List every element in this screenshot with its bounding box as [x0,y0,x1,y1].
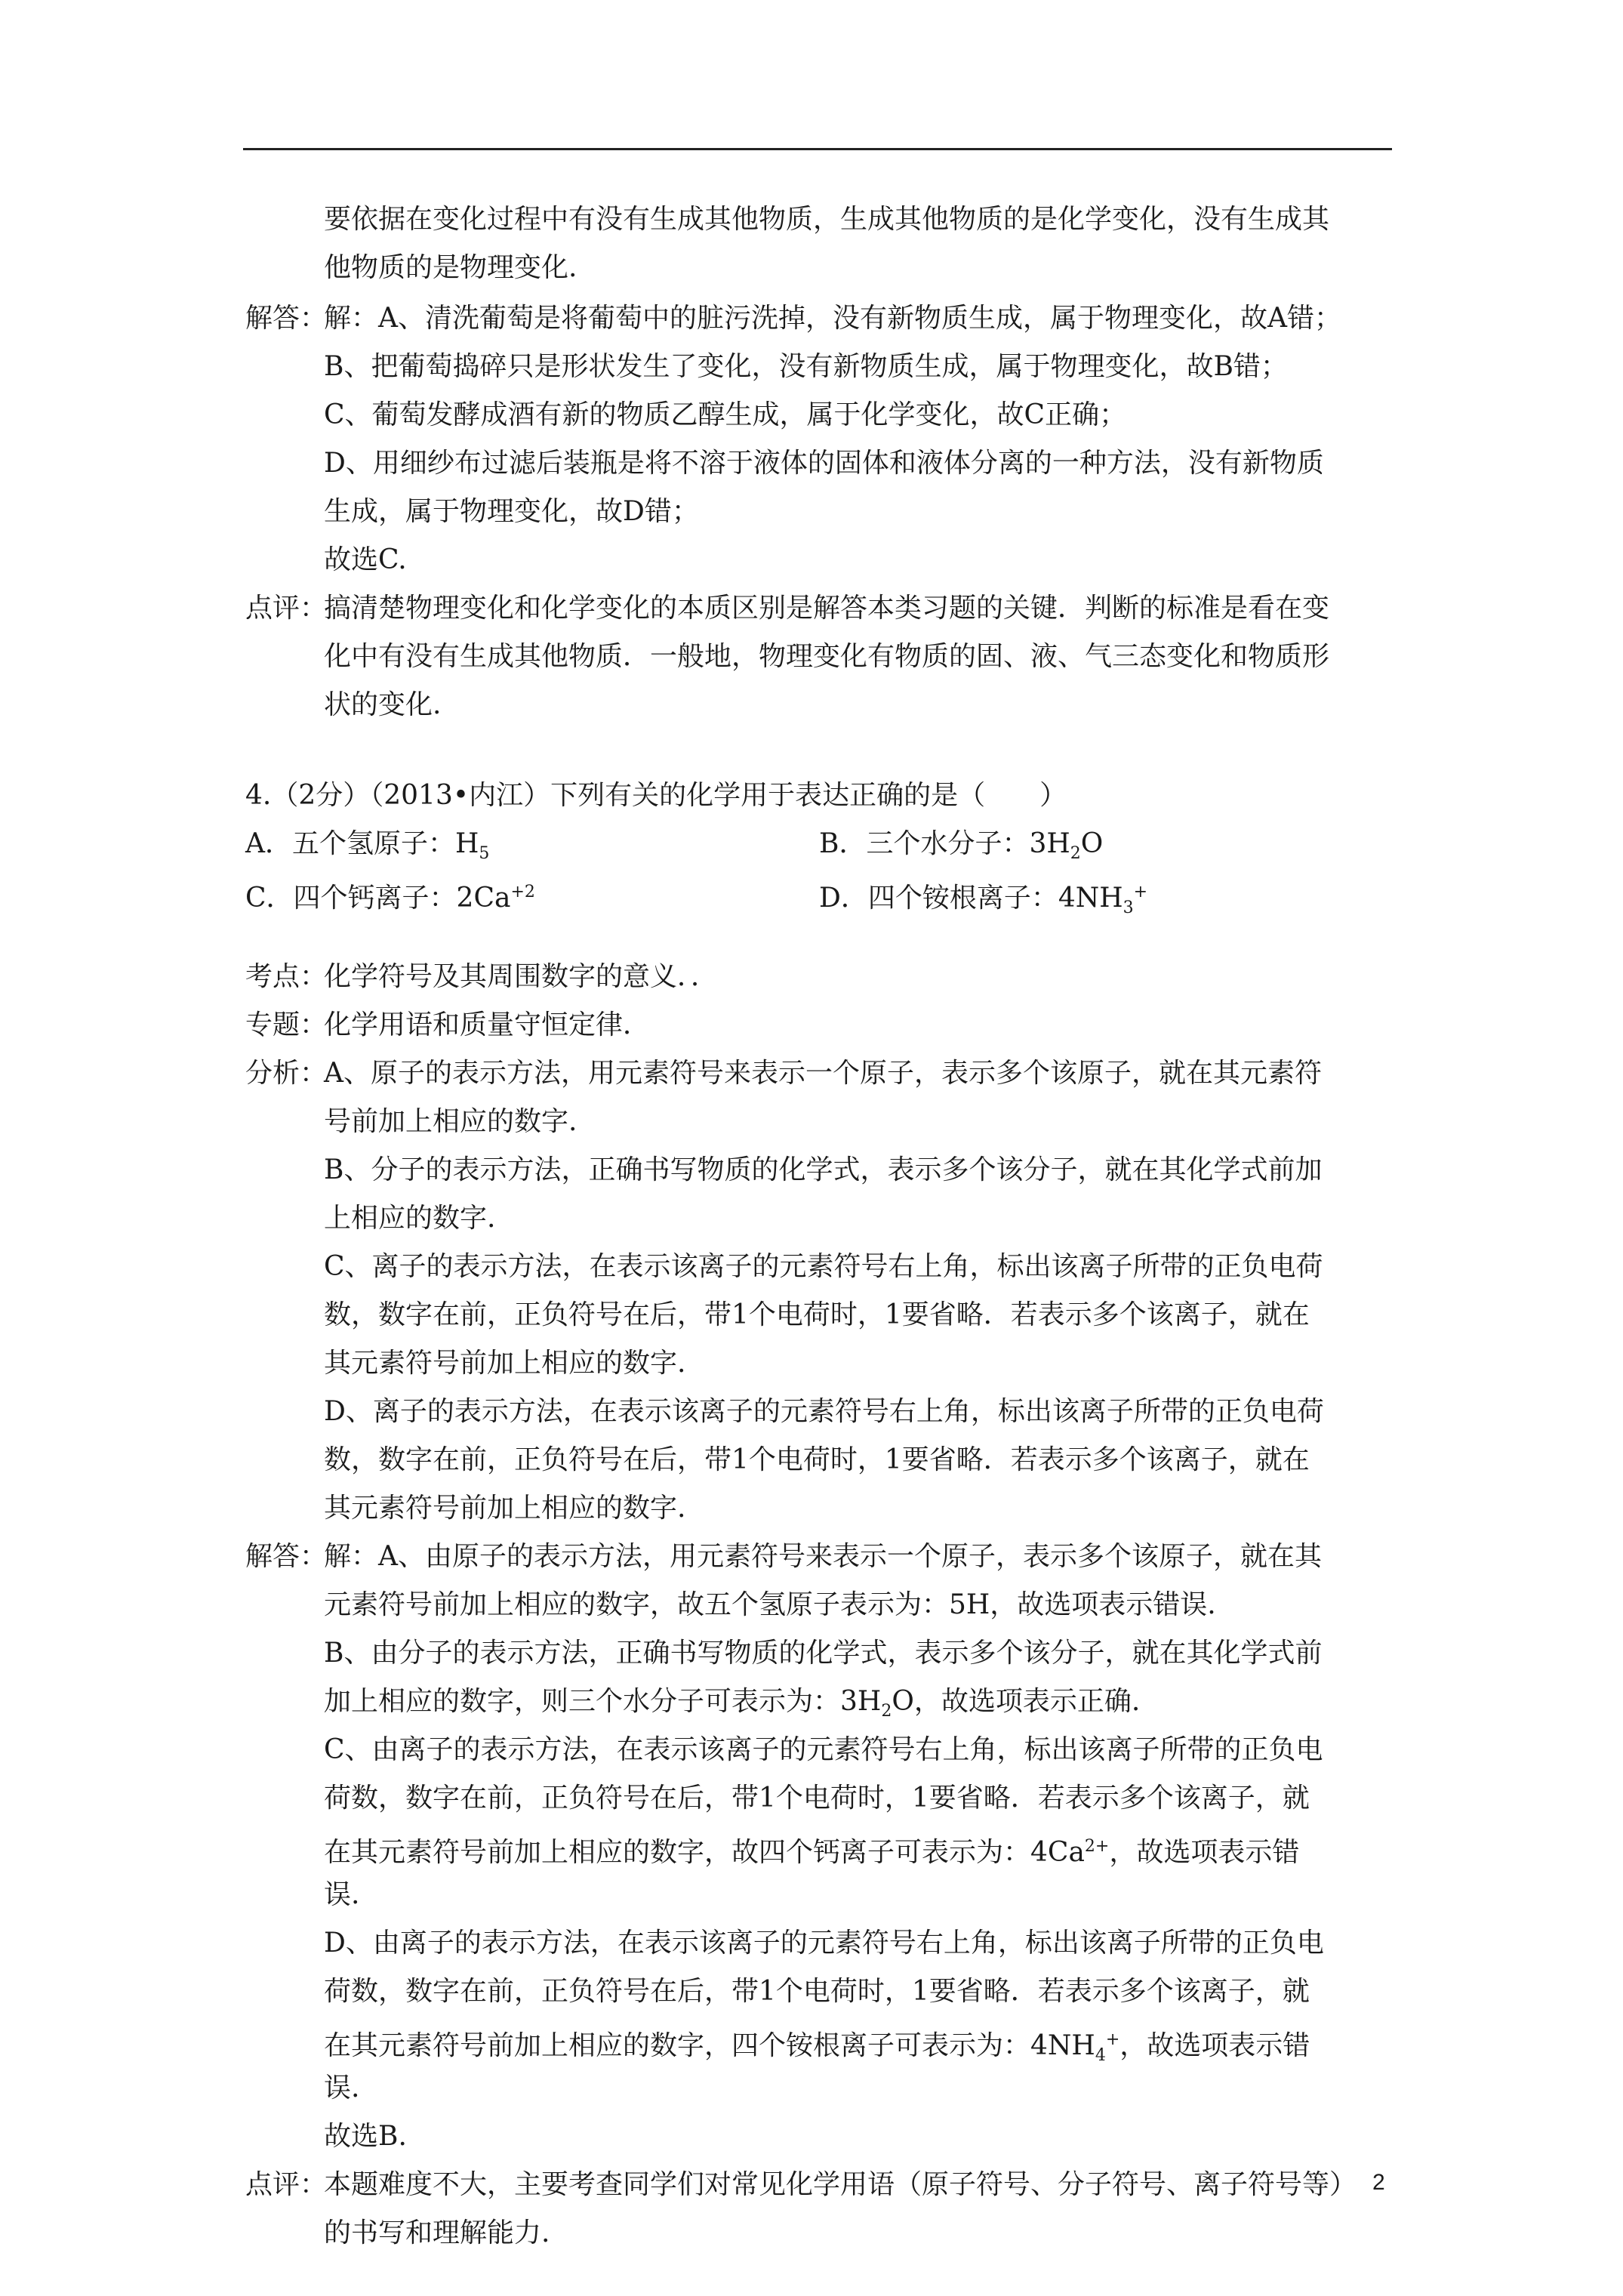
text-line: 解：A、由原子的表示方法，用元素符号来表示一个原子，表示多个该原子，就在其 [324,1541,1322,1572]
text-line: 其元素符号前加上相应的数字. [324,1493,686,1524]
text-line: C、葡萄发酵成酒有新的物质乙醇生成，属于化学变化，故C正确； [324,399,1127,430]
option-a: A．五个氢原子：$H_5$ [245,828,490,864]
option-b: B．三个水分子：$3H_2O$ [819,828,1104,864]
q4-options [245,820,1397,917]
text-line: C、离子的表示方法，在表示该离子的元素符号右上角，标出该离子所带的正负电荷 [324,1251,1323,1282]
text-line: 元素符号前加上相应的数字，故五个氢原子表示为：5H，故选项表示错误. [324,1589,1216,1620]
text-line: 化学用语和质量守恒定律． [324,1009,651,1040]
text-line: 的书写和理解能力. [324,2217,550,2248]
text-line: 解：A、清洗葡萄是将葡萄中的脏污洗掉，没有新物质生成，属于物理变化，故A错； [324,303,1341,334]
kaodian-label: 考点： [245,961,328,992]
text-line: 在其元素符号前加上相应的数字，故四个钙离子可表示为：$4Ca^{2+}$，故选项表示错 [324,1837,1300,1868]
analysis-label: 分析： [245,1058,328,1089]
q4-analysis [245,1049,1397,1533]
text-line: 本题难度不大，主要考查同学们对常见化学用语（原子符号、分子符号、离子符号等） [324,2169,1357,2200]
text-line: 误. [324,2073,360,2103]
text-line: C、由离子的表示方法，在表示该离子的元素符号右上角，标出该离子所带的正负电 [324,1734,1323,1765]
page-number: 2 [1372,2170,1385,2195]
answer-label: 解答： [245,303,328,334]
answer-label: 解答： [245,1541,328,1572]
q4-answer [245,1533,1397,2161]
text-line: 荷数，数字在前，正负符号在后，带1个电荷时，1要省略．若表示多个该离子，就 [324,1783,1310,1814]
zhuanti-label: 专题： [245,1009,328,1040]
comment-label: 点评： [245,2169,328,2200]
text-line: 他物质的是物理变化. [324,252,577,283]
text-line: 其元素符号前加上相应的数字. [324,1348,686,1379]
text-line: B、由分子的表示方法，正确书写物质的化学式，表示多个该分子，就在其化学式前 [324,1638,1323,1669]
text-line: A、原子的表示方法，用元素符号来表示一个原子，表示多个该原子，就在其元素符 [324,1058,1322,1089]
text-line: 要依据在变化过程中有没有生成其他物质，生成其他物质的是化学变化，没有生成其 [324,204,1330,235]
q3-analysis-tail [245,198,1397,294]
q4-kaodian [245,953,1397,1001]
text-line: 数，数字在前，正负符号在后，带1个电荷时，1要省略．若表示多个该离子，就在 [324,1444,1310,1475]
option-c: C．四个钙离子：$2Ca^{+2}$ [245,883,535,914]
text-line: B、把葡萄捣碎只是形状发生了变化，没有新物质生成，属于物理变化，故B错； [324,351,1288,382]
text-line: 故选B. [324,2121,407,2152]
q4-comment [245,2161,1397,2257]
text-line: 状的变化. [324,689,442,720]
q3-comment [245,584,1397,729]
text-line: 故选C. [324,544,407,575]
text-line: 在其元素符号前加上相应的数字，四个铵根离子可表示为：$4NH_4^+$，故选项表示错 [324,2030,1310,2066]
text-line: D、用细纱布过滤后装瓶是将不溶于液体的固体和液体分离的一种方法，没有新物质 [324,448,1324,479]
q3-answer [245,294,1397,584]
text-line: 化学符号及其周围数字的意义．． [324,961,719,992]
document-body [245,198,1397,2257]
text-line: D、由离子的表示方法，在表示该离子的元素符号右上角，标出该离子所带的正负电 [324,1928,1324,1959]
option-d: D．四个铵根离子：$4NH_3^+$ [819,883,1148,918]
text-line: D、离子的表示方法，在表示该离子的元素符号右上角，标出该离子所带的正负电荷 [324,1396,1324,1427]
text-line: 上相应的数字. [324,1203,496,1234]
text-line: 误. [324,1879,360,1910]
comment-label: 点评： [245,593,328,624]
text-line: B、分子的表示方法，正确书写物质的化学式，表示多个该分子，就在其化学式前加 [324,1154,1323,1185]
text-line: 化中有没有生成其他物质．一般地，物理变化有物质的固、液、气三态变化和物质形 [324,641,1330,672]
text-line: 数，数字在前，正负符号在后，带1个电荷时，1要省略．若表示多个该离子，就在 [324,1299,1310,1330]
text-line: 号前加上相应的数字. [324,1106,577,1137]
text-line: 生成，属于物理变化，故D错； [324,496,699,527]
text-line: 荷数，数字在前，正负符号在后，带1个电荷时，1要省略．若表示多个该离子，就 [324,1976,1310,2007]
q4-zhuanti [245,1001,1397,1049]
text-line: 搞清楚物理变化和化学变化的本质区别是解答本类习题的关键．判断的标准是看在变 [324,593,1330,624]
header-rule [243,148,1392,150]
q4-title: 4.（2分）（2013•内江）下列有关的化学用于表达正确的是（ ） [245,780,1067,811]
text-line: 加上相应的数字，则三个水分子可表示为：$3H_2O$，故选项表示正确. [324,1686,1141,1721]
